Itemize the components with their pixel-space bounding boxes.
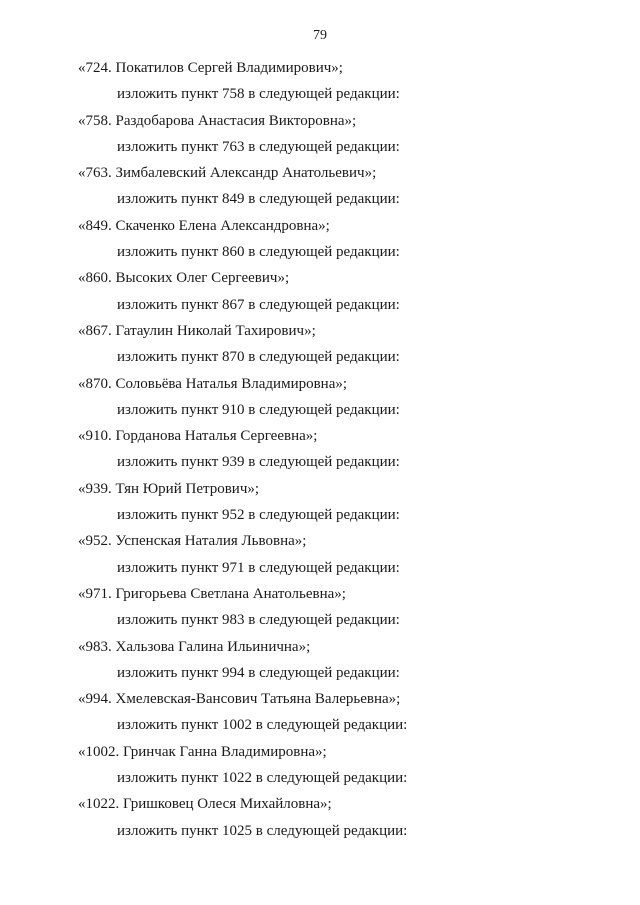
- entry-line: «860. Высоких Олег Сергеевич»;: [78, 270, 290, 287]
- page-number: 79: [313, 28, 327, 43]
- entry-line: «724. Покатилов Сергей Владимирович»;: [78, 60, 343, 76]
- instruction-line: изложить пункт 849 в следующей редакции:: [117, 191, 400, 208]
- entry-line: «983. Хальзова Галина Ильинична»;: [78, 638, 311, 655]
- instruction-line: изложить пункт 867 в следующей редакции:: [117, 296, 400, 313]
- instruction-line: изложить пункт 910 в следующей редакции:: [117, 401, 400, 418]
- entry-line: «1002. Гринчак Ганна Владимировна»;: [78, 743, 327, 760]
- entry-line: «994. Хмелевская-Вансович Татьяна Валерьевна»;: [78, 691, 401, 708]
- entry-line: «952. Успенская Наталия Львовна»;: [78, 533, 307, 550]
- instruction-line: изложить пункт 860 в следующей редакции:: [117, 244, 400, 261]
- entry-line: «939. Тян Юрий Петрович»;: [78, 480, 260, 497]
- instruction-line: изложить пункт 758 в следующей редакции:: [117, 86, 400, 103]
- instruction-line: изложить пункт 952 в следующей редакции:: [117, 507, 400, 524]
- entry-line: «1022. Гришковец Олеся Михайловна»;: [78, 796, 332, 813]
- entry-line: «910. Горданова Наталья Сергеевна»;: [78, 428, 318, 445]
- entry-line: «870. Соловьёва Наталья Владимировна»;: [78, 375, 348, 392]
- instruction-line: изложить пункт 1002 в следующей редакции:: [117, 717, 408, 734]
- entry-line: «763. Зимбалевский Александр Анатольевич»;: [78, 165, 377, 182]
- instruction-line: изложить пункт 763 в следующей редакции:: [117, 138, 400, 155]
- instruction-line: изложить пункт 971 в следующей редакции:: [117, 559, 400, 576]
- instruction-line: изложить пункт 870 в следующей редакции:: [117, 349, 400, 366]
- instruction-line: изложить пункт 994 в следующей редакции:: [117, 664, 400, 681]
- instruction-line: изложить пункт 983 в следующей редакции:: [117, 612, 400, 629]
- entry-line: «849. Скаченко Елена Александровна»;: [78, 217, 330, 234]
- entry-line: «758. Раздобарова Анастасия Викторовна»;: [78, 112, 357, 129]
- instruction-line: изложить пункт 939 в следующей редакции:: [117, 454, 400, 471]
- entry-line: «971. Григорьева Светлана Анатольевна»;: [78, 585, 346, 602]
- entry-line: «867. Гатаулин Николай Тахирович»;: [78, 322, 316, 339]
- instruction-line: изложить пункт 1025 в следующей редакции:: [117, 822, 408, 839]
- instruction-line: изложить пункт 1022 в следующей редакции:: [117, 770, 408, 787]
- document-body: [0, 55, 640, 844]
